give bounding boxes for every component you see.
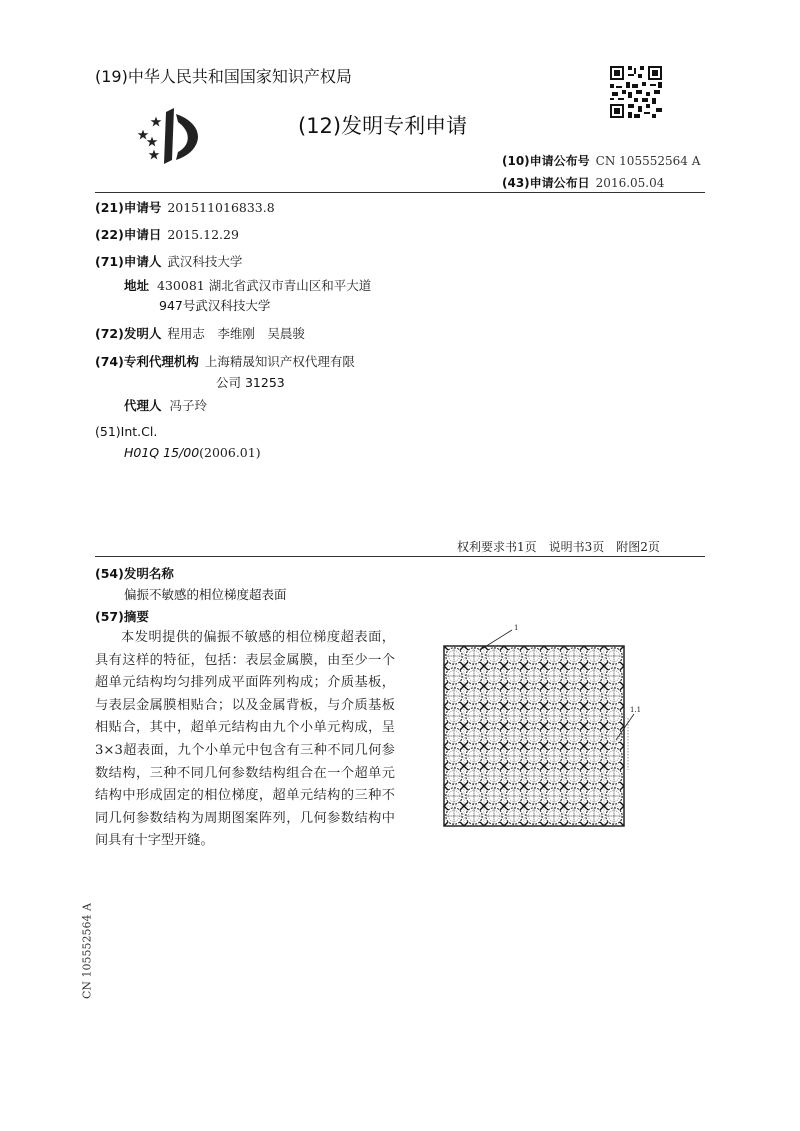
intcl-version: (2006.01) bbox=[199, 445, 261, 460]
application-date-value: 2015.12.29 bbox=[167, 227, 239, 242]
application-number-value: 201511016833.8 bbox=[167, 200, 275, 215]
section-divider bbox=[95, 556, 705, 557]
star-icon bbox=[149, 150, 160, 160]
intcl-code: H01Q 15/00 bbox=[124, 445, 200, 460]
header-divider bbox=[95, 192, 705, 193]
applicant-value: 武汉科技大学 bbox=[167, 254, 243, 269]
invention-name: 偏振不敏感的相位梯度超表面 bbox=[124, 587, 287, 602]
patent-agency bbox=[95, 352, 355, 370]
cnipa-emblem-icon bbox=[132, 108, 212, 172]
document-title: (12)发明专利申请 bbox=[298, 114, 468, 138]
publication-number-value: CN 105552564 A bbox=[595, 154, 701, 168]
application-date-label: (22)申请日 bbox=[95, 227, 162, 242]
agent-label: 代理人 bbox=[124, 398, 162, 413]
figure-label-1-1: 1.1 bbox=[630, 706, 642, 714]
abstract-label: (57)摘要 bbox=[95, 609, 149, 624]
star-icon bbox=[147, 137, 158, 147]
abstract-text: 本发明提供的偏振不敏感的相位梯度超表面，具有这样的特征，包括：表层金属膜，由至少一个超单元结构均匀排列成平面阵列构成；介质基板，与表层金属膜相贴合；以及金属背板，与介质基板相贴合，其中，超单元结构由九个小单元构成，呈3×3超表面，九个小单元中包含有三种不同几何参数结构，三种不同几何参数结构组合在一个超单元结构中形成固定的相位梯度，超单元结构的三种不同几何参数结构为周期图案阵列，几何参数结构中间具有十字型开缝。 bbox=[95, 630, 395, 849]
page-counts: 权利要求书1页 说明书3页 附图2页 bbox=[457, 540, 660, 554]
metasurface-figure bbox=[440, 620, 650, 835]
publication-number bbox=[502, 152, 700, 169]
agent-value: 冯子玲 bbox=[169, 398, 208, 413]
star-icon bbox=[138, 130, 149, 140]
address-line1: 430081 湖北省武汉市青山区和平大道 bbox=[157, 278, 372, 293]
patent-agency-line2: 公司 31253 bbox=[216, 375, 285, 390]
inventors bbox=[95, 324, 305, 342]
publication-date-label: (43)申请公布日 bbox=[502, 176, 590, 190]
inventors-value: 程用志 李维刚 吴晨骏 bbox=[167, 326, 305, 341]
address-label: 地址 bbox=[124, 278, 150, 293]
patent-agency-line1: 上海精晟知识产权代理有限 bbox=[204, 354, 355, 369]
application-number-label: (21)申请号 bbox=[95, 200, 162, 215]
application-number bbox=[95, 198, 275, 216]
address bbox=[124, 276, 371, 294]
side-publication-number: CN 105552564 A bbox=[80, 903, 94, 999]
invention-name-label: (54)发明名称 bbox=[95, 566, 174, 581]
metasurface-array bbox=[444, 646, 624, 826]
applicant bbox=[95, 252, 242, 270]
figure-label-1: 1 bbox=[514, 624, 519, 632]
address-line2: 947号武汉科技大学 bbox=[159, 298, 271, 313]
publication-number-label: (10)申请公布号 bbox=[502, 154, 590, 168]
intcl-label: (51)Int.Cl. bbox=[95, 424, 158, 439]
applicant-label: (71)申请人 bbox=[95, 254, 162, 269]
inventors-label: (72)发明人 bbox=[95, 326, 162, 341]
qr-code-icon bbox=[610, 66, 662, 118]
patent-agency-label: (74)专利代理机构 bbox=[95, 354, 199, 369]
publication-date-value: 2016.05.04 bbox=[595, 176, 665, 190]
intcl-classification bbox=[124, 445, 261, 460]
office-name: (19)中华人民共和国国家知识产权局 bbox=[95, 67, 352, 86]
agent bbox=[124, 396, 207, 414]
star-icon bbox=[151, 117, 162, 127]
publication-date bbox=[502, 174, 664, 191]
application-date bbox=[95, 225, 239, 243]
